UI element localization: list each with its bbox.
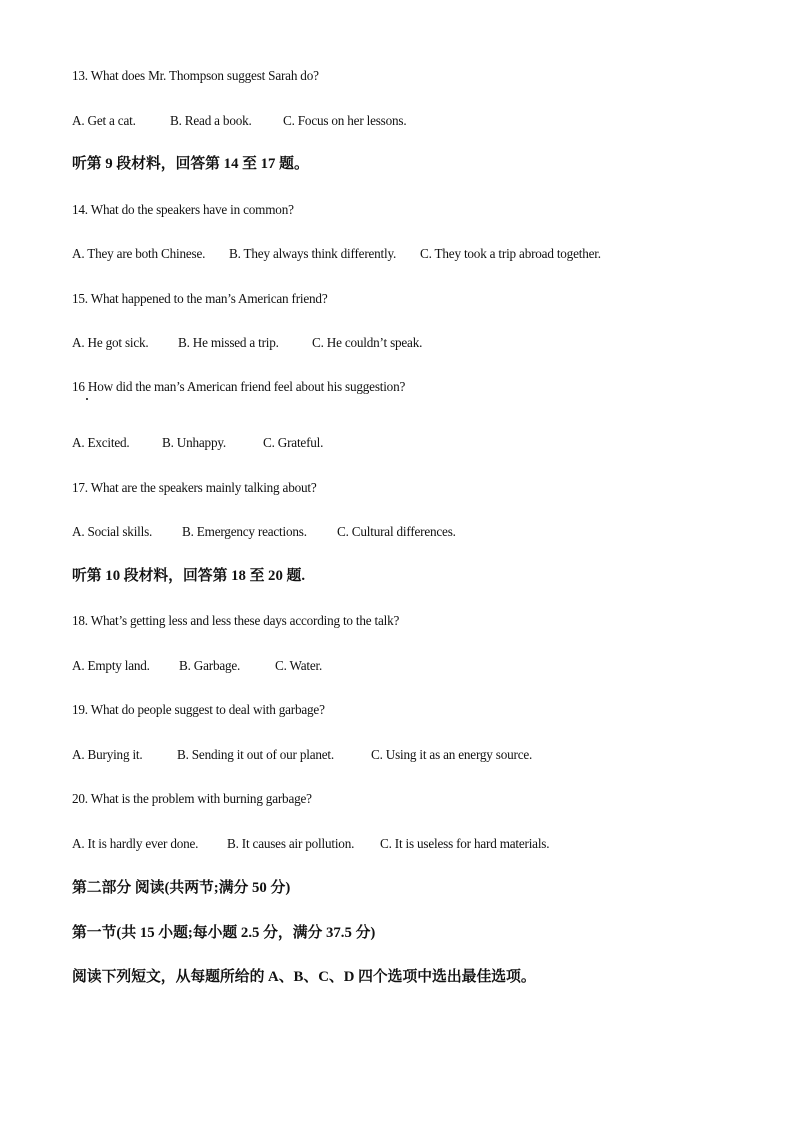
q20-option-c: C. It is useless for hard materials. <box>380 836 550 851</box>
q20-option-a: A. It is hardly ever done. <box>72 836 199 851</box>
q17-options <box>72 523 456 541</box>
q15-option-b: B. He missed a trip. <box>178 335 279 350</box>
q20-option-b: B. It causes air pollution. <box>227 836 355 851</box>
q16-option-b: B. Unhappy. <box>162 435 226 450</box>
q19-options <box>72 746 532 764</box>
q18-question: 18. What’s getting less and less these days according to the talk? <box>72 613 400 628</box>
q20-question: 20. What is the problem with burning garbage? <box>72 791 312 806</box>
part-2-heading: 第二部分 阅读(共两节;满分 50 分) <box>72 880 291 896</box>
q18-option-b: B. Garbage. <box>179 658 241 673</box>
reading-instruction: 阅读下列短文，从每题所给的 A、B、C、D 四个选项中选出最佳选项。 <box>72 969 536 985</box>
stray-dot <box>86 398 88 400</box>
section-1-heading: 第一节(共 15 小题;每小题 2.5 分，满分 37.5 分) <box>72 925 376 941</box>
q14-options <box>72 245 601 263</box>
q16-options <box>72 434 323 452</box>
q13-option-b: B. Read a book. <box>170 113 252 128</box>
q18-options <box>72 657 322 675</box>
section-10-heading: 听第 10 段材料，回答第 18 至 20 题. <box>72 568 306 584</box>
q13-question: 13. What does Mr. Thompson suggest Sarah do? <box>72 68 319 83</box>
q17-option-b: B. Emergency reactions. <box>182 524 307 539</box>
q14-question: 14. What do the speakers have in common? <box>72 202 294 217</box>
q15-question: 15. What happened to the man’s American friend? <box>72 291 328 306</box>
q16-option-c: C. Grateful. <box>263 435 324 450</box>
q19-option-b: B. Sending it out of our planet. <box>177 747 334 762</box>
q19-option-c: C. Using it as an energy source. <box>371 747 533 762</box>
q18-option-a: A. Empty land. <box>72 658 150 673</box>
section-9-heading: 听第 9 段材料，回答第 14 至 17 题。 <box>72 156 309 172</box>
q17-option-c: C. Cultural differences. <box>337 524 456 539</box>
q19-option-a: A. Burying it. <box>72 747 143 762</box>
q16-option-a: A. Excited. <box>72 435 130 450</box>
q18-option-c: C. Water. <box>275 658 323 673</box>
q19-question: 19. What do people suggest to deal with garbage? <box>72 702 325 717</box>
q13-options <box>72 112 406 130</box>
q15-options <box>72 334 422 352</box>
q17-question: 17. What are the speakers mainly talking about? <box>72 480 317 495</box>
q13-option-c: C. Focus on her lessons. <box>283 113 407 128</box>
q15-option-c: C. He couldn’t speak. <box>312 335 423 350</box>
q14-option-b: B. They always think differently. <box>229 246 397 261</box>
q14-option-a: A. They are both Chinese. <box>72 246 206 261</box>
q17-option-a: A. Social skills. <box>72 524 153 539</box>
q20-options <box>72 835 549 853</box>
q16-question: 16 How did the man’s American friend feel about his suggestion? <box>72 379 406 394</box>
q13-option-a: A. Get a cat. <box>72 113 136 128</box>
q14-option-c: C. They took a trip abroad together. <box>420 246 601 261</box>
q15-option-a: A. He got sick. <box>72 335 149 350</box>
